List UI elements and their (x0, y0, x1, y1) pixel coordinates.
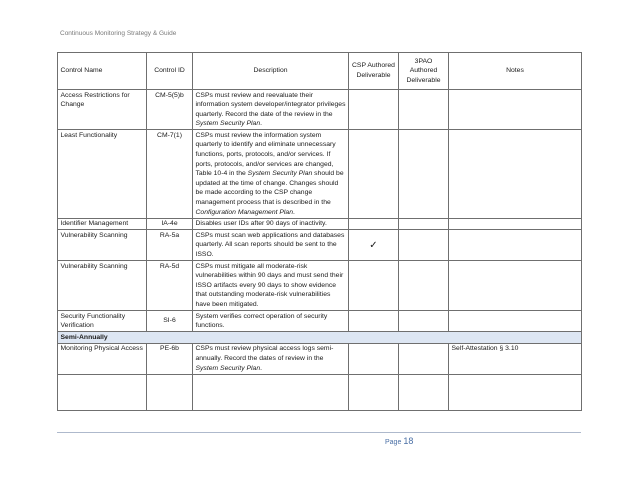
notes-cell (449, 261, 582, 311)
control-id-cell: PE-6b (147, 343, 193, 374)
notes-cell (449, 311, 582, 332)
description-text: CSPs must review and reevaluate their information system developer/integrator privileges quarterly. Record the date of the review in the (195, 91, 346, 118)
control-id-cell: RA-5d (147, 261, 193, 311)
notes-cell (449, 90, 582, 130)
description-italic: System Security Plan (195, 364, 261, 372)
control-name-cell: Vulnerability Scanning (58, 230, 147, 261)
control-name-cell: Security Functionality Verification (58, 311, 147, 332)
controls-table (57, 52, 582, 411)
header-3pao-deliverable: 3PAO Authored Deliverable (399, 53, 449, 90)
empty-cell (399, 374, 449, 410)
description-cell (193, 311, 349, 332)
csp-deliverable-cell (349, 343, 399, 374)
empty-cell (58, 374, 147, 410)
3pao-deliverable-cell (399, 343, 449, 374)
description-text: CSPs must mitigate all moderate-risk vulnerabilities within 90 days and must send their ISSO artifacts every 90 days to show evidence that outstanding moderate-risk vulnerabilities have been mitigated. (195, 262, 344, 308)
section-label: Semi-Annually (58, 332, 582, 344)
description-italic: System Security Plan (195, 120, 261, 128)
document-header: Continuous Monitoring Strategy & Guide (60, 30, 177, 37)
csp-deliverable-cell (349, 90, 399, 130)
page-label: Page (385, 439, 402, 446)
3pao-deliverable-cell (399, 130, 449, 218)
empty-cell (193, 374, 349, 410)
table-row (58, 230, 582, 261)
header-control-id: Control ID (147, 53, 193, 90)
description-cell (193, 261, 349, 311)
footer-divider (57, 432, 581, 433)
description-text-end: . (260, 364, 262, 372)
description-text: CSPs must review the information system quarterly to identify and eliminate unnecessary functions, ports, protocols, and/or services. If ports, protocols, and/or services are changed, Table 10-4 in the (195, 131, 336, 178)
header-csp-deliverable: CSP Authored Deliverable (349, 53, 399, 90)
table-row (58, 218, 582, 230)
table-row (58, 261, 582, 311)
csp-deliverable-cell (349, 261, 399, 311)
description-cell (193, 130, 349, 218)
notes-cell (449, 130, 582, 218)
control-name-cell: Identifier Management (58, 218, 147, 230)
description-text: Disables user IDs after 90 days of inactivity. (195, 220, 327, 228)
table-header-row (58, 53, 582, 90)
csp-deliverable-cell (349, 311, 399, 332)
checkmark-icon: ✓ (369, 239, 378, 251)
page-footer (385, 436, 413, 446)
section-header-row (58, 332, 582, 344)
csp-deliverable-cell (349, 130, 399, 218)
empty-table-row (58, 374, 582, 410)
table-row (58, 130, 582, 218)
csp-deliverable-cell (349, 218, 399, 230)
table-row (58, 90, 582, 130)
description-cell (193, 90, 349, 130)
description-cell (193, 230, 349, 261)
description-text: CSPs must scan web applications and databases quarterly. All scan reports should be sent to the ISSO. (195, 231, 345, 258)
3pao-deliverable-cell (399, 230, 449, 261)
3pao-deliverable-cell (399, 218, 449, 230)
page-number: 18 (403, 436, 414, 446)
notes-cell (449, 218, 582, 230)
empty-cell (449, 374, 582, 410)
description-italic: System Security Plan (247, 170, 313, 178)
description-text-end: . (260, 120, 262, 128)
header-control-name: Control Name (58, 53, 147, 90)
description-cell (193, 343, 349, 374)
description-text-mid: should be updated at the time of change. Changes should be made according to the CSP change management process that is described in the (195, 170, 344, 207)
control-name-cell: Access Restrictions for Change (58, 90, 147, 130)
control-name-cell: Least Functionality (58, 130, 147, 218)
description-text: CSPs must review physical access logs semi-annually. Record the dates of review in the (195, 345, 334, 362)
control-name-cell: Vulnerability Scanning (58, 261, 147, 311)
3pao-deliverable-cell (399, 261, 449, 311)
csp-deliverable-cell (349, 230, 399, 261)
control-id-cell: SI-6 (147, 311, 193, 332)
notes-cell (449, 230, 582, 261)
3pao-deliverable-cell (399, 90, 449, 130)
control-id-cell: IA-4e (147, 218, 193, 230)
table-row (58, 343, 582, 374)
table-row (58, 311, 582, 332)
description-italic-2: Configuration Management Plan (195, 208, 293, 216)
control-id-cell: CM-7(1) (147, 130, 193, 218)
header-description: Description (193, 53, 349, 90)
control-id-cell: RA-5a (147, 230, 193, 261)
3pao-deliverable-cell (399, 311, 449, 332)
control-name-cell: Monitoring Physical Access (58, 343, 147, 374)
description-cell (193, 218, 349, 230)
empty-cell (349, 374, 399, 410)
notes-cell: Self-Attestation § 3.10 (449, 343, 582, 374)
description-text: System verifies correct operation of security functions. (195, 312, 328, 330)
control-id-cell: CM-5(5)b (147, 90, 193, 130)
header-notes: Notes (449, 53, 582, 90)
description-text-end: . (292, 208, 295, 216)
empty-cell (147, 374, 193, 410)
